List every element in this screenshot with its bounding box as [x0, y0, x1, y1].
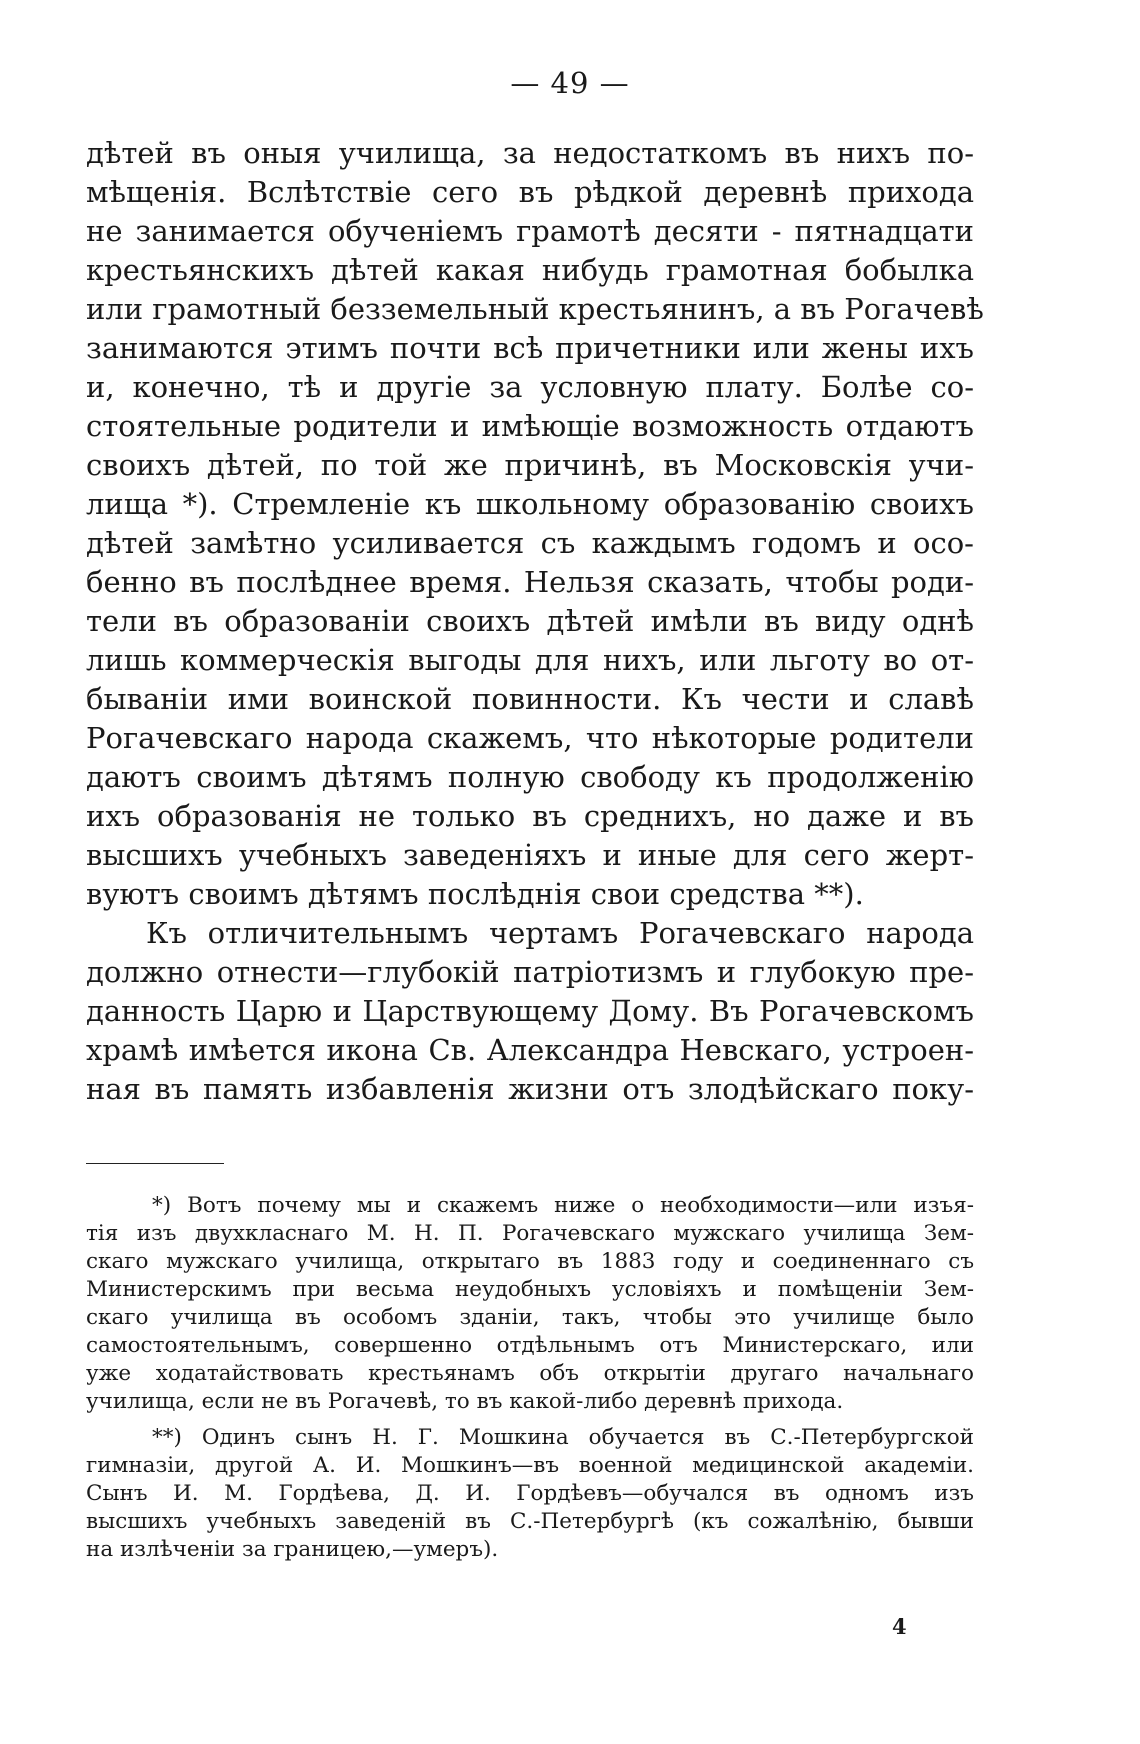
footnote-line: **) Одинъ сынъ Н. Г. Мошкина обучается въ С.-Петербургской: [152, 1425, 974, 1450]
text-line: лишь коммерческія выгоды для нихъ, или льготу во от-: [86, 643, 974, 677]
footnote-line: Министерскимъ при весьма неудобныхъ условіяхъ и помѣщеніи Зем-: [86, 1277, 974, 1302]
footnote-line: на излѣченіи за границею,—умеръ).: [86, 1537, 499, 1562]
text-line: вуютъ своимъ дѣтямъ послѣднія свои средства **).: [86, 877, 864, 911]
text-line: и, конечно, тѣ и другіе за условную плату. Болѣе со-: [86, 370, 974, 404]
footnote-line: самостоятельнымъ, совершенно отдѣльнымъ отъ Министерскаго, или: [86, 1333, 974, 1358]
page-number: — 49 —: [510, 66, 630, 100]
text-line: мѣщенія. Вслѣтствіе сего въ рѣдкой деревнѣ прихода: [86, 175, 974, 209]
footnotes-block: [86, 1192, 974, 1564]
text-line: занимаются этимъ почти всѣ причетники или жены ихъ: [86, 331, 974, 365]
footnote-1: [86, 1192, 974, 1416]
text-line: данность Царю и Царствующему Дому. Въ Рогачевскомъ: [86, 994, 974, 1028]
text-line: Рогачевскаго народа скажемъ, что нѣкоторые родители: [86, 721, 974, 755]
text-line: должно отнести—глубокій патріотизмъ и глубокую пре-: [86, 955, 974, 989]
text-line: ихъ образованія не только въ среднихъ, но даже и въ: [86, 799, 974, 833]
footnote-line: высшихъ учебныхъ заведеній въ С.-Петербургѣ (къ сожалѣнію, бывши: [86, 1509, 974, 1534]
signature-mark: 4: [892, 1614, 907, 1639]
footnote-line: тія изъ двухкласнаго М. Н. П. Рогачевскаго мужскаго училища Зем-: [86, 1221, 974, 1246]
text-line: Къ отличительнымъ чертамъ Рогачевскаго народа: [146, 916, 974, 950]
footnote-line: гимназіи, другой А. И. Мошкинъ—въ военной медицинской академіи.: [86, 1453, 974, 1478]
text-line: крестьянскихъ дѣтей какая нибудь грамотная бобылка: [86, 253, 974, 287]
footnote-divider: [86, 1163, 224, 1164]
footnote-line: *) Вотъ почему мы и скажемъ ниже о необходимости—или изъя-: [152, 1193, 974, 1218]
text-line: или грамотный безземельный крестьянинъ, а въ Рогачевѣ: [86, 292, 984, 326]
text-line: дѣтей замѣтно усиливается съ каждымъ годомъ и осо-: [86, 526, 974, 560]
main-text-block: [86, 134, 984, 1109]
text-line: высшихъ учебныхъ заведеніяхъ и иные для сего жерт-: [86, 838, 974, 872]
text-line: храмѣ имѣется икона Св. Александра Невскаго, устроен-: [86, 1033, 974, 1067]
text-line: бываніи ими воинской повинности. Къ чести и славѣ: [86, 682, 974, 716]
text-line: бенно въ послѣднее время. Нельзя сказать, чтобы роди-: [86, 565, 974, 599]
footnote-line: скаго мужскаго училища, открытаго въ 1883 году и соединеннаго съ: [86, 1249, 974, 1274]
text-line: своихъ дѣтей, по той же причинѣ, въ Московскія учи-: [86, 448, 974, 482]
footnote-2: [86, 1424, 974, 1564]
text-line: тели въ образованіи своихъ дѣтей имѣли въ виду однѣ: [86, 604, 974, 638]
footnote-line: Сынъ И. М. Гордѣева, Д. И. Гордѣевъ—обучался въ одномъ изъ: [86, 1481, 974, 1506]
text-line: лища *). Стремленіе къ школьному образованію своихъ: [86, 487, 974, 521]
footnote-line: уже ходатайствовать крестьянамъ объ открытіи другаго начальнаго: [86, 1361, 974, 1386]
text-line: стоятельные родители и имѣющіе возможность отдаютъ: [86, 409, 974, 443]
footnote-line: училища, если не въ Рогачевѣ, то въ какой-либо деревнѣ прихода.: [86, 1389, 844, 1414]
footnote-line: скаго училища въ особомъ зданіи, такъ, чтобы это училище было: [86, 1305, 974, 1330]
text-line: не занимается обученіемъ грамотѣ десяти - пятнадцати: [86, 214, 974, 248]
text-line: даютъ своимъ дѣтямъ полную свободу къ продолженію: [86, 760, 974, 794]
text-line: ная въ память избавленія жизни отъ злодѣйскаго поку-: [86, 1072, 974, 1106]
text-line: дѣтей въ оныя училища, за недостаткомъ въ нихъ по-: [86, 136, 974, 170]
